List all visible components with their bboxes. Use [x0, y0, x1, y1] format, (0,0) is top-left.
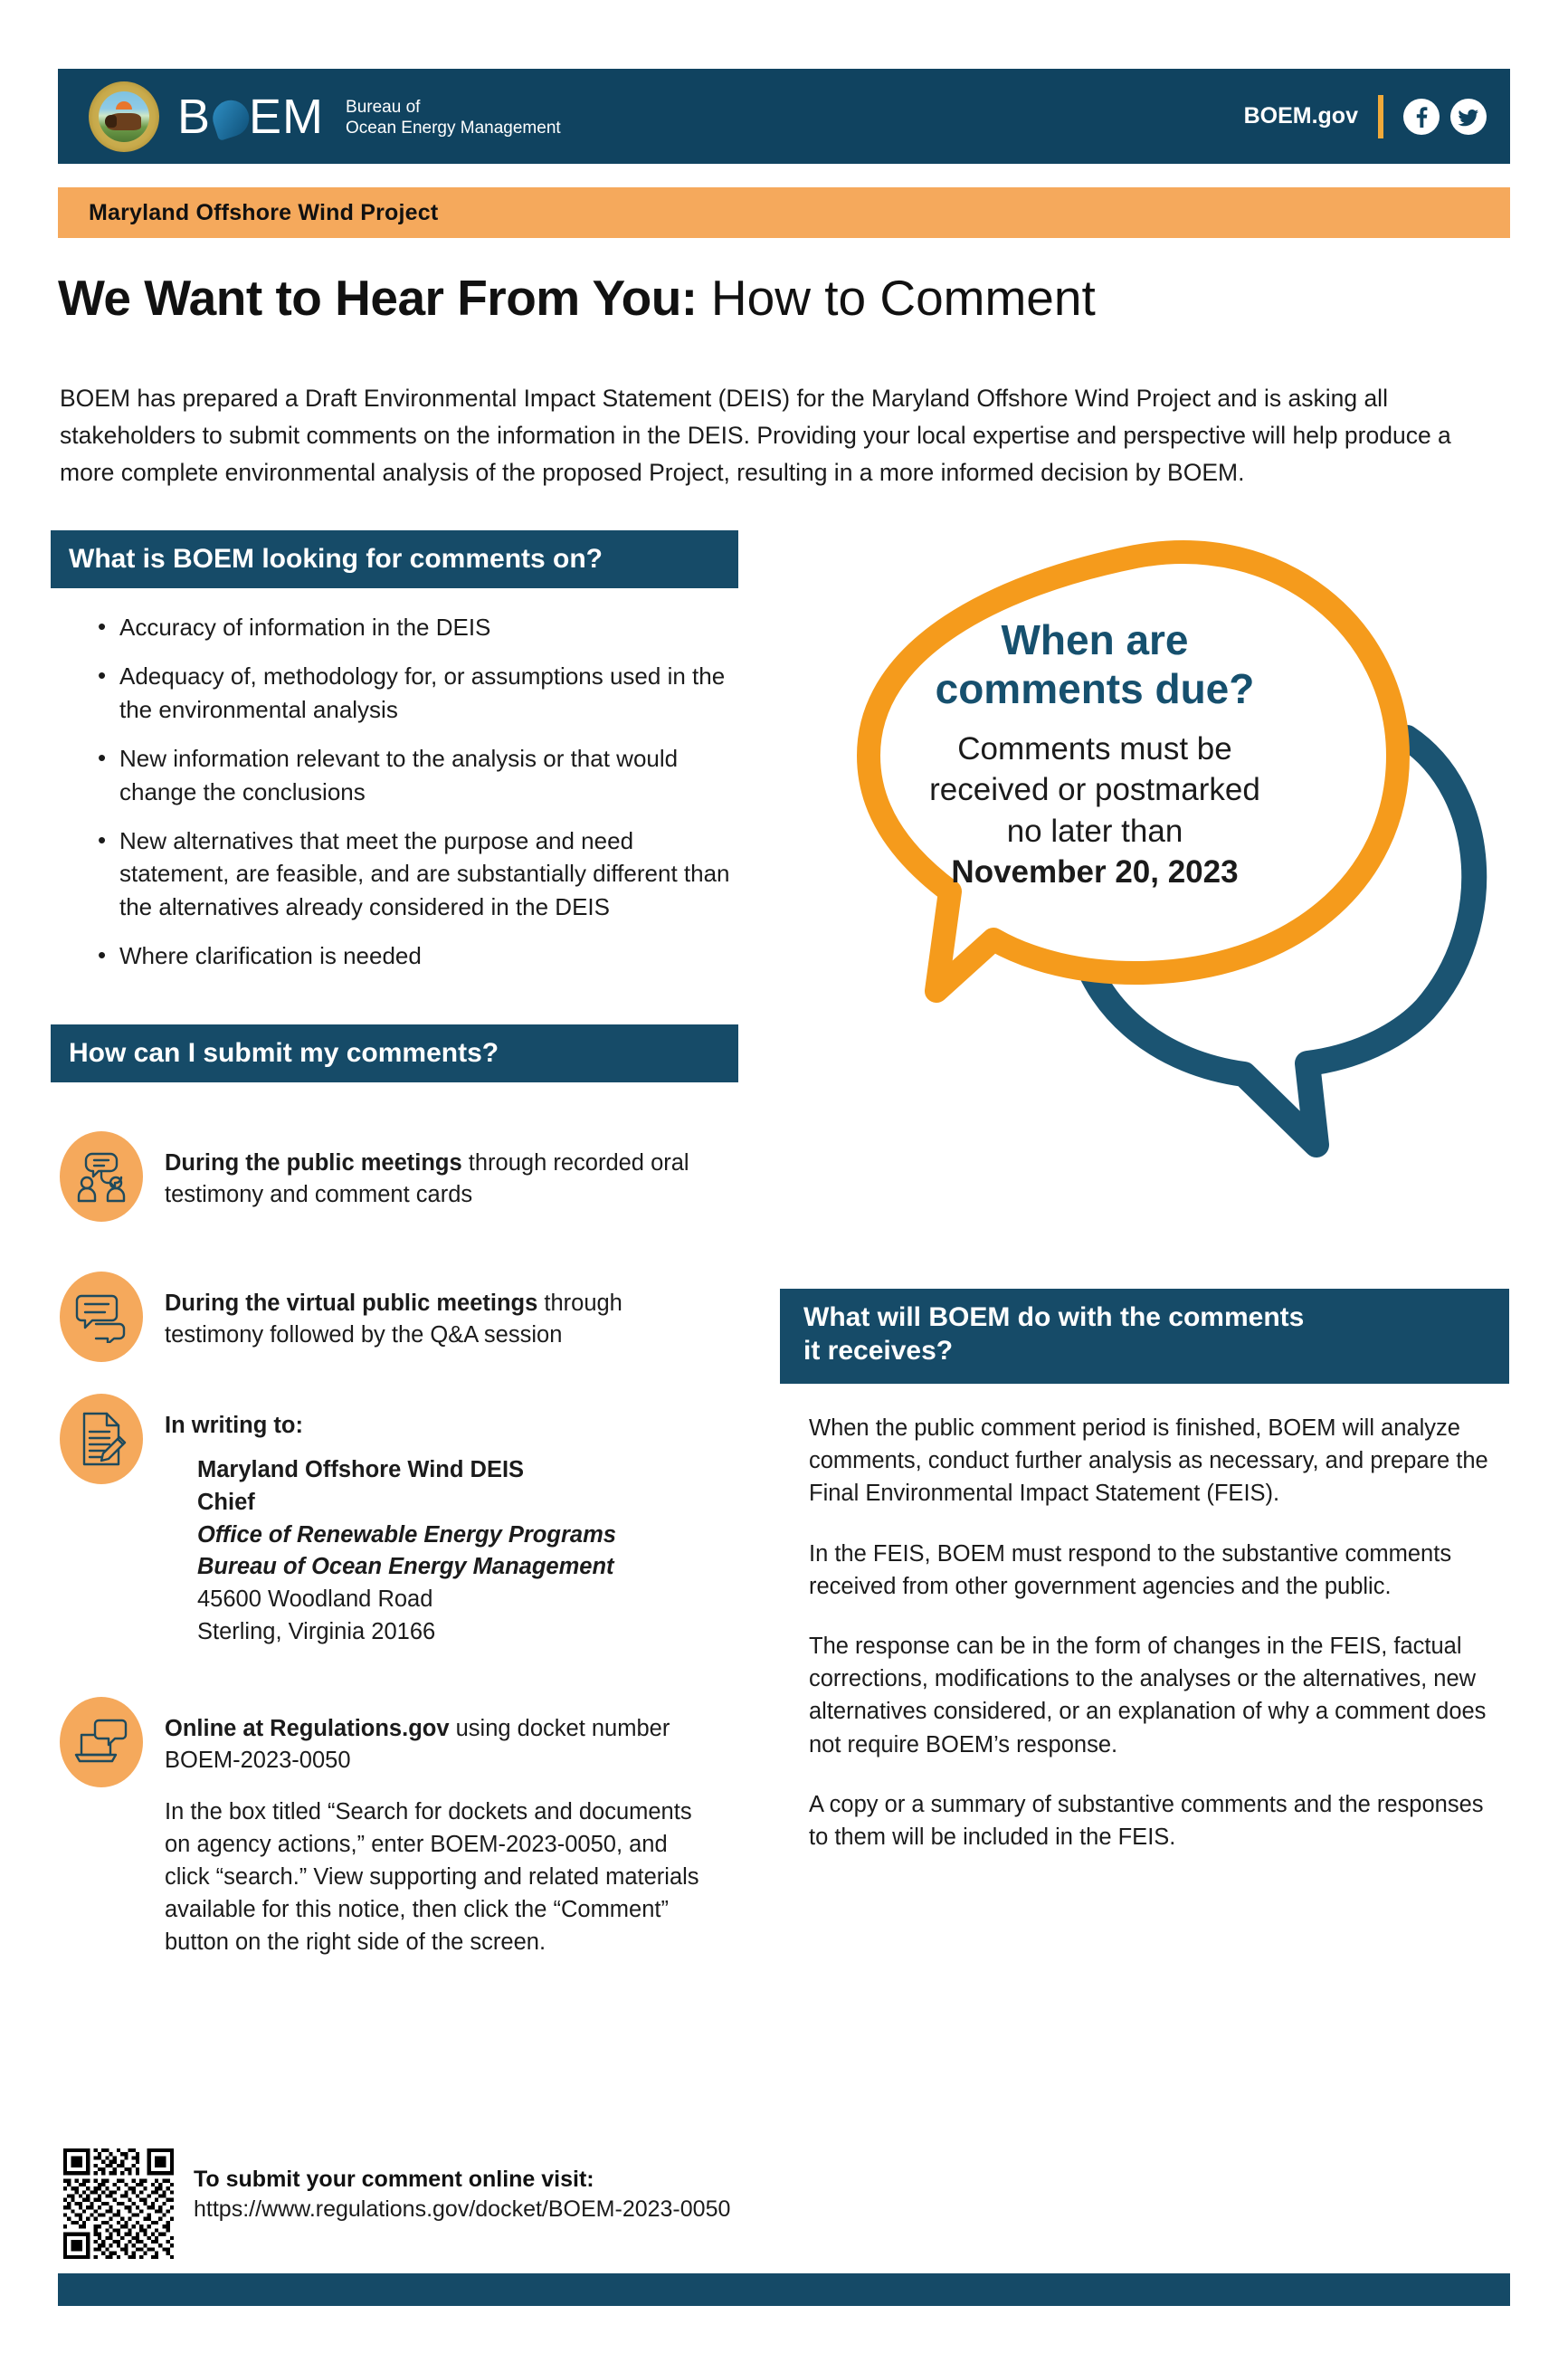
page-title-light: How to Comment [697, 270, 1096, 326]
site-header [58, 69, 1510, 164]
header-divider [1378, 95, 1383, 138]
submit-method-in-writing-lead: In writing to: [165, 1413, 303, 1438]
header-right-group [1244, 95, 1487, 138]
boem-subtitle-line2: Ocean Energy Management [346, 119, 561, 138]
paragraph: When the public comment period is finished, BOEM will analyze comments, conduct further analysis as necessary, and prepare the Final Environmental Impact Statement (FEIS). [809, 1415, 1488, 1507]
footer-qr-block [63, 2148, 730, 2259]
project-banner-label: Maryland Offshore Wind Project [89, 199, 439, 225]
list-item: • Where clarification is needed [90, 939, 742, 973]
address-line-2: Chief [197, 1489, 255, 1515]
boem-subtitle [342, 94, 561, 138]
submit-method-public-meetings [60, 1131, 717, 1222]
section-header-how-to-submit [51, 1024, 738, 1082]
submit-method-public-meetings-text [165, 1131, 717, 1211]
list-item: • New information relevant to the analysis or that would change the conclusions [90, 742, 742, 809]
comment-topics-list [90, 611, 742, 988]
what-boem-will-do-heading-line1: What will BOEM do with the comments [803, 1302, 1305, 1332]
submit-method-virtual-meetings-lead: During the virtual public meetings [165, 1291, 538, 1316]
footer-text-block [194, 2148, 730, 2224]
submit-method-virtual-meetings-rest: through testimony followed by the Q&A session [165, 1291, 622, 1348]
laptop-comment-icon [60, 1697, 143, 1787]
online-instructions: In the box titled “Search for dockets and documents on agency actions,” enter BOEM-2023-0050, and click “search.” View supporting and related materials available for this notice, then click the “Comment” button on the right side of the screen. [165, 1799, 699, 1956]
boem-subtitle-line1: Bureau of [346, 97, 421, 117]
list-item: • Adequacy of, methodology for, or assumptions used in the the environmental analysis [90, 660, 742, 727]
list-item: • New alternatives that meet the purpose and need statement, are feasible, and are substantially different than the alternatives already considered in the DEIS [90, 824, 742, 925]
submit-method-virtual-meetings [60, 1272, 717, 1362]
chat-bubbles-icon [60, 1272, 143, 1362]
comments-due-body-line1: Comments must be [957, 730, 1232, 767]
what-boem-will-do-body [809, 1412, 1506, 1881]
submit-method-online [60, 1697, 717, 1959]
us-department-of-the-interior-seal [89, 81, 159, 152]
page-title-bold: We Want to Hear From You: [58, 270, 698, 326]
section-header-looking-for-comments [51, 530, 738, 588]
comments-due-body-line3: no later than [1006, 813, 1183, 849]
intro-paragraph: BOEM has prepared a Draft Environmental Impact Statement (DEIS) for the Maryland Offshore Wind Project and is asking all stakeholders to submit comments on the information in the DEIS. Providing your local expertise and perspective will help produce a more complete environmental analysis of the proposed Project, resulting in a more informed decision by BOEM. [60, 385, 1451, 486]
comments-due-question-line1: When are [1001, 616, 1189, 663]
footer-title: To submit your comment online visit: [194, 2167, 594, 2192]
comments-due-question [837, 615, 1353, 714]
address-line-6: Sterling, Virginia 20166 [197, 1618, 436, 1644]
project-banner [58, 187, 1510, 238]
facebook-icon[interactable] [1403, 99, 1440, 135]
address-line-5: 45600 Woodland Road [197, 1586, 433, 1612]
document-pencil-icon [60, 1394, 143, 1484]
comments-due-question-line2: comments due? [935, 665, 1255, 713]
submit-method-public-meetings-lead: During the public meetings [165, 1150, 462, 1176]
comments-due-date: November 20, 2023 [951, 854, 1239, 891]
submit-method-in-writing [60, 1394, 717, 1648]
list-item: • Accuracy of information in the DEIS [90, 611, 742, 644]
paragraph: A copy or a summary of substantive comments and the responses to them will be included in the FEIS. [809, 1791, 1484, 1851]
boem-gov-link[interactable]: BOEM.gov [1243, 103, 1358, 129]
section-header-what-boem-will-do [780, 1289, 1509, 1384]
mailing-address [197, 1454, 717, 1648]
twitter-icon[interactable] [1450, 99, 1487, 135]
address-line-3: Office of Renewable Energy Programs [197, 1521, 616, 1548]
section-header-what-boem-will-do-label [803, 1301, 1304, 1367]
footer-bar [58, 2273, 1510, 2306]
paragraph: In the FEIS, BOEM must respond to the substantive comments received from other government agencies and the public. [809, 1540, 1452, 1599]
comments-due-body-line2: received or postmarked [929, 772, 1260, 808]
submit-method-virtual-meetings-text [165, 1272, 717, 1351]
brand-lockup [89, 81, 561, 152]
people-speech-bubbles-icon [60, 1131, 143, 1222]
qr-code-icon[interactable] [63, 2148, 174, 2259]
boem-wordmark: B EM [177, 89, 325, 144]
submit-method-online-text [165, 1697, 717, 1959]
section-header-how-to-submit-label: How can I submit my comments? [69, 1037, 499, 1068]
address-line-1: Maryland Offshore Wind DEIS [197, 1457, 525, 1483]
page-title [58, 272, 1096, 325]
address-line-4: Bureau of Ocean Energy Management [197, 1554, 614, 1580]
footer-url[interactable]: https://www.regulations.gov/docket/BOEM-2023-0050 [194, 2196, 731, 2222]
boem-droplet-icon [208, 95, 253, 140]
social-links [1403, 99, 1487, 135]
what-boem-will-do-heading-line2: it receives? [803, 1335, 954, 1366]
submit-method-online-rest: using docket number BOEM-2023-0050 [165, 1716, 670, 1774]
comments-due-body [837, 729, 1353, 893]
paragraph: The response can be in the form of changes in the FEIS, factual corrections, modifications to the analyses or the alternatives, new alternatives considered, or an explanation of why a comment does not require BOEM’s response. [809, 1634, 1487, 1758]
comments-due-callout [774, 520, 1525, 1226]
submit-method-in-writing-text [165, 1394, 717, 1648]
comments-due-text [837, 615, 1353, 893]
submit-method-online-lead[interactable]: Online at Regulations.gov [165, 1716, 450, 1741]
section-header-looking-for-comments-label: What is BOEM looking for comments on? [69, 543, 603, 574]
submit-method-public-meetings-rest: through recorded oral testimony and comment cards [165, 1150, 689, 1208]
